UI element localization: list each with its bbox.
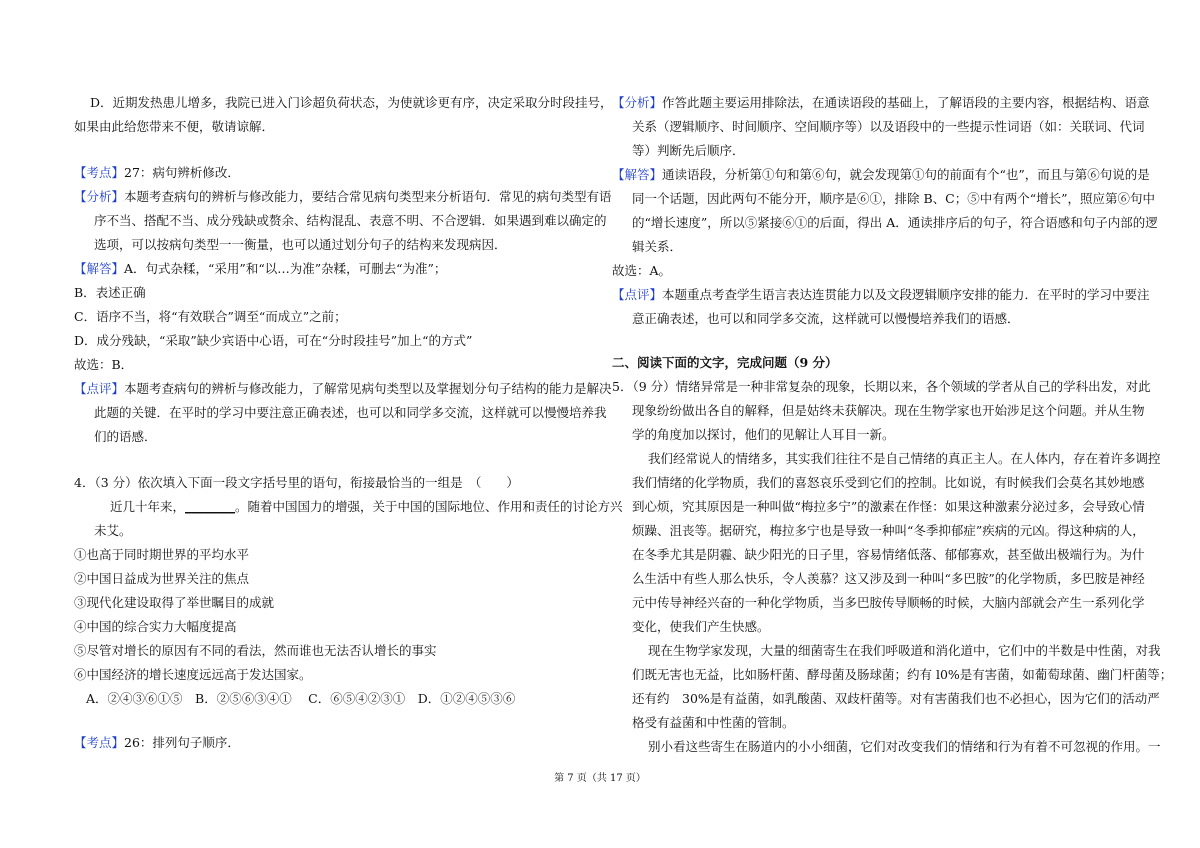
passage-p1-line-7: 元中传导神经兴奋的一种化学物质，当多巴胺传导顺畅的时候，大脑内部就会产生一系列化学	[632, 595, 1145, 610]
passage-p1-line-5: 在冬季尤其是阴霾、缺少阳光的日子里，容易情绪低落、郁郁寡欢，甚至做出极端行为。为什	[632, 547, 1145, 562]
q3-fenxi-line-3: 选项，可以按病句类型一一衡量，也可以通过划分句子的结构来发现病因．	[94, 237, 507, 252]
q4-passage-line-2: 未艾。	[94, 523, 132, 538]
q3-fenxi-line-2: 序不当、搭配不当、成分残缺或赘余、结构混乱、表意不明、不合逻辑．如果遇到难以确定的	[94, 213, 607, 228]
q3-jieda-b: B．表述正确	[74, 285, 146, 300]
q4-blank: ________	[185, 499, 236, 514]
fenxi-tag: 【分析】	[74, 189, 125, 204]
q4-jieda-line-2: 同一个话题，因此两句不能分开，顺序是⑥①，排除 B、C；⑤中有两个“增长”，照应第⑥句中	[632, 191, 1156, 206]
passage-p1-line-4: 烦躁、沮丧等。据研究，梅拉多宁也是导致一种叫“冬季抑郁症”疾病的元凶。得这种病的人，	[632, 523, 1145, 538]
kaodian-tag: 【考点】	[74, 735, 125, 750]
q4-fenxi-line-1: 【分析】作答此题主要运用排除法，在通读语段的基础上，了解语段的主要内容，根据结构、语意	[612, 95, 1150, 110]
q4-dianping-line-1: 【点评】本题重点考查学生语言表达连贯能力以及文段逻辑顺序安排的能力．在平时的学习中要注	[612, 287, 1150, 302]
passage-p2-line-3: 还有约 30%是有益菌，如乳酸菌、双歧杆菌等。对有害菌我们也不必担心，因为它们的活动严	[632, 691, 1160, 706]
q4-passage-line-1: 近几十年来，________。随着中国国力的增强，关于中国的国际地位、作用和责任的讨论方兴	[110, 499, 623, 514]
q3-dianping-line-3: 们的语感．	[94, 429, 157, 444]
q4-option-1: ①也高于同时期世界的平均水平	[74, 547, 250, 562]
dianping-tag: 【点评】	[612, 287, 663, 302]
option-d-line-2: 如果由此给您带来不便，敬请谅解．	[74, 119, 275, 134]
q4-jieda-line-1: 【解答】通读语段，分析第①句和第⑥句，就会发现第①句的前面有个“也”，而且与第⑥句说的是	[612, 167, 1150, 182]
q4-fenxi-line-2: 关系（逻辑顺序、时间顺序、空间顺序等）以及语段中的一些提示性词语（如：关联词、代词	[632, 119, 1145, 134]
q3-kaodian: 【考点】27：病句辨析修改．	[74, 165, 240, 180]
q4-option-2: ②中国日益成为世界关注的焦点	[74, 571, 250, 586]
q5-stem-line-2: 现象纷纷做出各自的解释，但是姑终未获解决。现在生物学家也开始涉足这个问题。并从生物	[632, 403, 1145, 418]
passage-p2-line-4: 格受有益菌和中性菌的管制。	[632, 715, 795, 730]
q3-jieda-d: D．成分残缺，“采取”缺少宾语中心语，可在“分时段挂号”加上“的方式”	[74, 333, 473, 348]
passage-p1-line-8: 变化，使我们产生快感。	[632, 619, 770, 634]
q4-option-3: ③现代化建设取得了举世瞩目的成就	[74, 595, 275, 610]
q3-fenxi-line-1: 【分析】本题考查病句的辨析与修改能力，要结合常见病句类型来分析语句．常见的病句类型有语	[74, 189, 612, 204]
passage-p2-line-2: 们既无害也无益，比如肠杆菌、酵母菌及肠球菌；约有 l0%是有害菌，如葡萄球菌、幽门杆菌等；	[632, 667, 1173, 682]
passage-p1-line-3: 到心烦，究其原因是一种叫做“梅拉多宁”的激素在作怪：如果这种激素分泌过多，会导致心情	[632, 499, 1145, 514]
q4-option-4: ④中国的综合实力大幅度提高	[74, 619, 237, 634]
q3-dianping-line-1: 【点评】本题考查病句的辨析与修改能力，了解常见病句类型以及掌握划分句子结构的能力是解决	[74, 381, 612, 396]
jieda-tag: 【解答】	[74, 261, 125, 276]
q5-stem-line-1: 5．（9 分）情绪异常是一种非常复杂的现象，长期以来，各个领域的学者从自己的学科出发，对此	[612, 379, 1151, 394]
fenxi-tag: 【分析】	[612, 95, 663, 110]
option-d-line-1: D．近期发热患儿增多，我院已进入门诊超负荷状态，为使就诊更有序，决定采取分时段挂号，	[90, 95, 613, 110]
passage-p1-line-1: 我们经常说人的情绪多，其实我们往往不是自己情绪的真正主人。在人体内，存在着许多调控	[648, 451, 1161, 466]
q5-stem-line-3: 学的角度加以探讨，他们的见解让人耳目一新。	[632, 427, 895, 442]
jieda-tag: 【解答】	[612, 167, 663, 182]
q3-answer: 故选：B．	[74, 357, 134, 372]
passage-p2-line-1: 现在生物学家发现，大量的细菌寄生在我们呼吸道和消化道中，它们中的半数是中性菌，对我	[648, 643, 1161, 658]
q4-kaodian: 【考点】26：排列句子顺序．	[74, 735, 240, 750]
q4-stem: 4．（3 分）依次填入下面一段文字括号里的语句，衔接最恰当的一组是 （ ）	[74, 475, 519, 490]
passage-p1-line-2: 我们情绪的化学物质，我们的喜怒哀乐受到它们的控制。比如说，有时候我们会莫名其妙地感	[632, 475, 1145, 490]
q4-fenxi-line-3: 等）判断先后顺序．	[632, 143, 745, 158]
q3-dianping-line-2: 此题的关键．在平时的学习中要注意正确表述，也可以和同学多交流，这样就可以慢慢培养我	[94, 405, 607, 420]
q4-option-5: ⑤尽管对增长的原因有不同的看法，然而谁也无法否认增长的事实	[74, 643, 437, 658]
q4-dianping-line-2: 意正确表述，也可以和同学多交流，这样就可以慢慢培养我们的语感．	[632, 311, 1020, 326]
passage-p3-line-1: 别小看这些寄生在肠道内的小小细菌，它们对改变我们的情绪和行为有着不可忽视的作用。一	[648, 739, 1161, 754]
q4-choices: A．②④③⑥①⑤ B．②⑤⑥③④① C．⑥⑤④②③① D．①②④⑤③⑥	[86, 691, 516, 706]
kaodian-tag: 【考点】	[74, 165, 125, 180]
q4-jieda-line-3: 的“增长速度”，所以⑤紧接⑥①的后面，得出 A．通读排序后的句子，符合语感和句子内部的逻	[632, 215, 1158, 230]
q4-option-6: ⑥中国经济的增长速度远远高于发达国家。	[74, 667, 312, 682]
q4-answer: 故选：A。	[612, 263, 672, 278]
page-footer: 第 7 页（共 17 页）	[554, 773, 646, 784]
passage-p1-line-6: 么生活中有些人那么快乐，令人羡慕？这又涉及到一种叫“多巴胺”的化学物质，多巴胺是神经	[632, 571, 1145, 586]
q3-jieda-line-1: 【解答】A．句式杂糅，“采用”和“以…为准”杂糅，可删去“为准”；	[74, 261, 447, 276]
section-heading: 二、阅读下面的文字，完成问题（9 分）	[612, 355, 838, 370]
q4-jieda-line-4: 辑关系．	[632, 239, 683, 254]
q3-jieda-c: C．语序不当，将“有效联合”调至“而成立”之前；	[74, 309, 347, 324]
dianping-tag: 【点评】	[74, 381, 125, 396]
